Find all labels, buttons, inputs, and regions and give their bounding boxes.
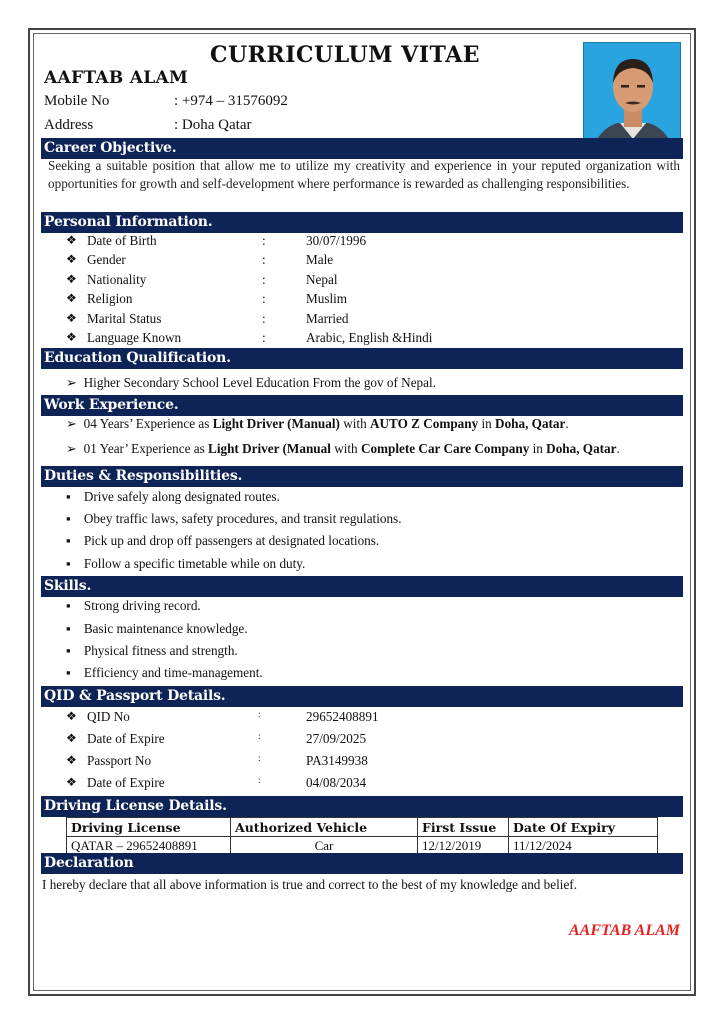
- square-bullet-icon: ▪: [66, 533, 71, 548]
- section-work-experience: Work Experience.: [41, 395, 683, 416]
- list-item: ▪ Strong driving record.: [66, 598, 201, 613]
- diamond-bullet-icon: ❖: [66, 731, 77, 745]
- list-item: ▪ Drive safely along designated routes.: [66, 489, 280, 504]
- section-driving-license: Driving License Details.: [41, 796, 683, 817]
- list-item: ▪ Basic maintenance knowledge.: [66, 621, 248, 636]
- section-qid-passport: QID & Passport Details.: [41, 686, 683, 707]
- section-education-qualification: Education Qualification.: [41, 348, 683, 369]
- list-item: ➢ Higher Secondary School Level Education From the gov of Nepal.: [66, 375, 436, 390]
- document-title: CURRICULUM VITAE: [209, 42, 481, 68]
- address-row: [44, 117, 251, 134]
- address-value: : Doha Qatar: [174, 117, 252, 133]
- table-row: QATAR – 29652408891 Car 12/12/2019 11/12/2024: [67, 837, 658, 856]
- section-career-objective: Career Objective.: [41, 138, 683, 159]
- section-skills: Skills.: [41, 576, 683, 597]
- diamond-bullet-icon: ❖: [66, 775, 77, 789]
- diamond-bullet-icon: ❖: [66, 709, 77, 723]
- list-item: ▪ Efficiency and time-management.: [66, 665, 263, 680]
- list-item: ▪ Pick up and drop off passengers at designated locations.: [66, 533, 380, 548]
- diamond-bullet-icon: ❖: [66, 233, 77, 247]
- diamond-bullet-icon: ❖: [66, 272, 77, 286]
- square-bullet-icon: ▪: [66, 511, 71, 526]
- career-objective-text: Seeking a suitable position that allow me to utilize my creativity and experience in your reputed organization with opportunities for growth and self-development where performance is rewarded as challenging responsibilities.: [48, 158, 680, 191]
- list-item: ▪ Obey traffic laws, safety procedures, and transit regulations.: [66, 511, 402, 526]
- square-bullet-icon: ▪: [66, 489, 71, 504]
- arrow-bullet-icon: ➢: [66, 441, 78, 456]
- mobile-value: : +974 – 31576092: [174, 93, 288, 109]
- applicant-name: AAFTAB ALAM: [44, 68, 189, 88]
- square-bullet-icon: ▪: [66, 598, 71, 613]
- diamond-bullet-icon: ❖: [66, 252, 77, 266]
- mobile-row: [44, 93, 288, 110]
- diamond-bullet-icon: ❖: [66, 753, 77, 767]
- diamond-bullet-icon: ❖: [66, 311, 77, 325]
- section-declaration: Declaration: [41, 853, 683, 874]
- diamond-bullet-icon: ❖: [66, 330, 77, 344]
- arrow-bullet-icon: ➢: [66, 416, 78, 431]
- list-item: ▪ Physical fitness and strength.: [66, 643, 238, 658]
- list-item: ▪ Follow a specific timetable while on duty.: [66, 556, 306, 571]
- table-header-row: Driving License Authorized Vehicle First Issue Date Of Expiry: [67, 818, 658, 837]
- driving-license-table: [66, 817, 658, 856]
- section-duties-responsibilities: Duties & Responsibilities.: [41, 466, 683, 487]
- section-personal-information: Personal Information.: [41, 212, 683, 233]
- declaration-text: I hereby declare that all above information is true and correct to the best of my knowledge and belief.: [42, 877, 577, 892]
- arrow-bullet-icon: ➢: [66, 375, 78, 390]
- address-label: Address: [44, 117, 94, 133]
- mobile-label: Mobile No: [44, 93, 110, 109]
- list-item: ➢ 04 Years’ Experience as Light Driver (Manual) with AUTO Z Company in Doha, Qatar.: [66, 416, 569, 431]
- signature-name: AAFTAB ALAM: [569, 922, 680, 939]
- square-bullet-icon: ▪: [66, 621, 71, 636]
- square-bullet-icon: ▪: [66, 665, 71, 680]
- square-bullet-icon: ▪: [66, 643, 71, 658]
- list-item: ➢ 01 Year’ Experience as Light Driver (Manual with Complete Car Care Company in Doha, Qatar.: [66, 441, 620, 456]
- diamond-bullet-icon: ❖: [66, 291, 77, 305]
- square-bullet-icon: ▪: [66, 556, 71, 571]
